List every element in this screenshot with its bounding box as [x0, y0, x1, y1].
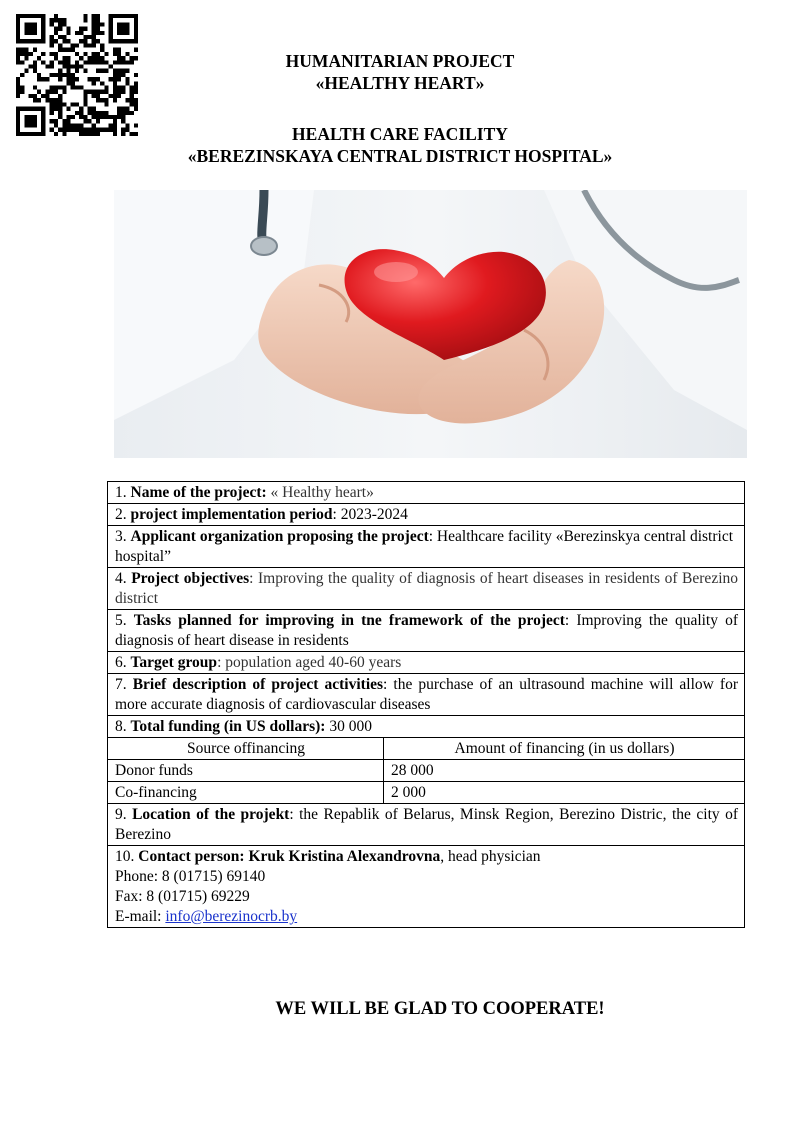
financing-amount-header: Amount of financing (in us dollars) [384, 738, 745, 760]
row-value: : Healthcare facility «Berezinskya central district hospital” [115, 528, 734, 565]
row-value: : population aged 40-60 years [217, 654, 402, 671]
financing-row-cofinancing [108, 782, 745, 804]
row-number: 2. [115, 506, 131, 523]
row-number: 7. [115, 676, 133, 693]
row-value: « Healthy heart» [266, 484, 374, 501]
row-label: Name of the project: [130, 484, 267, 501]
row-label: Applicant organization proposing the project [130, 528, 429, 545]
row-location [108, 804, 745, 846]
row-number: 3. [115, 528, 131, 545]
email-link[interactable]: info@berezinocrb.by [165, 908, 298, 925]
row-total-funding [108, 716, 745, 738]
row-value: : the Repablik of Belarus, Minsk Region, Berezino Distric, the city of Berezino [115, 806, 738, 843]
row-project-name [108, 482, 745, 504]
row-target-group [108, 652, 745, 674]
row-value: , head physician [440, 848, 541, 865]
facility-type-heading: HEALTH CARE FACILITY [292, 124, 508, 144]
row-label: Total funding (in US dollars): [130, 718, 326, 735]
financing-row-donor [108, 760, 745, 782]
email-label: E-mail: [115, 908, 166, 925]
financing-header-row [108, 738, 745, 760]
row-number: 1. [115, 484, 131, 501]
row-number: 4. [115, 570, 132, 587]
row-label: Target group [130, 654, 218, 671]
closing-message: WE WILL BE GLAD TO COOPERATE! [275, 999, 605, 1019]
contact-phone: Phone: 8 (01715) 69140 [115, 868, 266, 885]
row-tasks-planned [108, 610, 745, 652]
row-number: 6. [115, 654, 131, 671]
row-label: project implementation period [130, 506, 333, 523]
row-label: Contact person: Kruk Kristina Alexandrovna [138, 848, 441, 865]
row-number: 5. [115, 612, 134, 629]
contact-fax: Fax: 8 (01715) 69229 [115, 888, 250, 905]
project-info-table [107, 481, 745, 928]
row-value: : Improving the quality of diagnosis of heart diseases in residents of Berezino district [115, 570, 739, 607]
row-label: Project objectives [131, 570, 250, 587]
row-label: Tasks planned for improving in tne framework of the project [133, 612, 565, 629]
row-number: 10. [115, 848, 139, 865]
financing-source: Donor funds [108, 760, 384, 782]
project-type-heading: HUMANITARIAN PROJECT [285, 51, 515, 71]
row-value: 30 000 [325, 718, 372, 735]
row-contact-person [108, 846, 745, 928]
row-brief-description [108, 674, 745, 716]
heart-in-hands-photo [114, 190, 747, 458]
financing-source: Co-financing [108, 782, 384, 804]
row-number: 8. [115, 718, 131, 735]
row-label: Location of the projekt [132, 806, 290, 823]
facility-name-heading: «BEREZINSKAYA CENTRAL DISTRICT HOSPITAL» [187, 146, 613, 166]
financing-source-header: Source offinancing [108, 738, 384, 760]
row-number: 9. [115, 806, 133, 823]
row-applicant-organization [108, 526, 745, 568]
row-implementation-period [108, 504, 745, 526]
row-project-objectives [108, 568, 745, 610]
row-label: Brief description of project activities [132, 676, 384, 693]
financing-amount: 2 000 [384, 782, 745, 804]
row-value: : 2023-2024 [332, 506, 408, 523]
row-value: : the purchase of an ultrasound machine will allow for more accurate diagnosis of cardiovascular diseases [115, 676, 738, 713]
row-value: : Improving the quality of diagnosis of heart disease in residents [115, 612, 739, 649]
financing-amount: 28 000 [384, 760, 745, 782]
project-name-heading: «HEALTHY HEART» [315, 73, 485, 93]
